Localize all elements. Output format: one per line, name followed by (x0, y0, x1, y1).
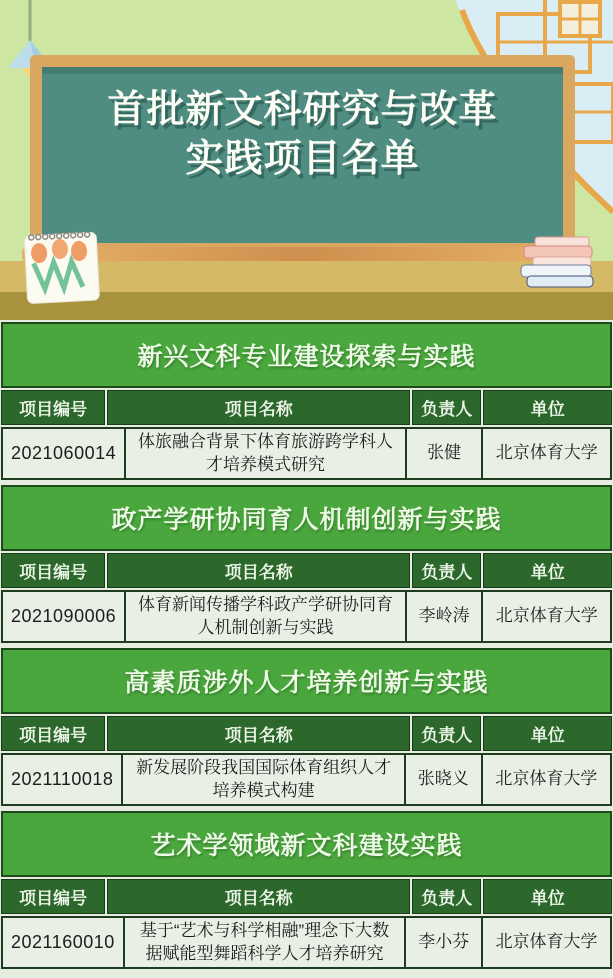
table-row (1, 590, 612, 643)
page-title-line2: 实践项目名单 (185, 138, 420, 181)
cell-project-name: 基于“艺术与科学相融”理念下大数据赋能型舞蹈科学人才培养研究 (125, 918, 405, 967)
table-header-row (1, 553, 612, 588)
column-header-project-id: 项目编号 (1, 390, 105, 425)
section-card-3 (1, 648, 612, 806)
cell-project-name: 体育新闻传播学科政产学研协同育人机制创新与实践 (126, 592, 405, 641)
cell-project-id: 2021060014 (3, 429, 124, 478)
column-header-leader: 负责人 (412, 716, 481, 751)
column-header-project-id: 项目编号 (1, 553, 105, 588)
table-row (1, 753, 612, 806)
section-card-2 (1, 485, 612, 643)
cell-project-id: 2021090006 (3, 592, 124, 641)
column-header-project-name: 项目名称 (107, 553, 410, 588)
section-card-4 (1, 811, 612, 969)
table-header-row (1, 390, 612, 425)
cell-unit: 北京体育大学 (483, 429, 610, 478)
cell-project-name: 体旅融合背景下体育旅游跨学科人才培养模式研究 (126, 429, 405, 478)
chalk-ledge (22, 247, 583, 263)
column-header-leader: 负责人 (412, 879, 481, 914)
cell-unit: 北京体育大学 (483, 592, 610, 641)
column-header-leader: 负责人 (412, 553, 481, 588)
header-illustration (0, 0, 613, 320)
page-title-line1: 首批新文科研究与改革 (107, 89, 498, 131)
page-title (40, 86, 565, 185)
cell-leader: 李小芬 (406, 918, 481, 967)
table-header-row (1, 879, 612, 914)
cell-project-id: 2021160010 (3, 918, 123, 967)
column-header-unit: 单位 (483, 553, 612, 588)
section-title: 高素质涉外人才培养创新与实践 (1, 648, 612, 714)
project-list (0, 320, 613, 969)
section-card-1 (1, 322, 612, 480)
cell-leader: 张健 (407, 429, 482, 478)
column-header-unit: 单位 (483, 879, 612, 914)
cell-leader: 李岭涛 (407, 592, 482, 641)
section-title: 新兴文科专业建设探索与实践 (1, 322, 612, 388)
column-header-project-name: 项目名称 (107, 716, 410, 751)
column-header-unit: 单位 (483, 716, 612, 751)
calendar-icon (24, 232, 99, 304)
column-header-leader: 负责人 (412, 390, 481, 425)
table-header-row (1, 716, 612, 751)
cell-project-id: 2021110018 (3, 755, 121, 804)
table-row (1, 916, 612, 969)
cell-leader: 张晓义 (406, 755, 481, 804)
cell-unit: 北京体育大学 (483, 918, 610, 967)
cell-project-name: 新发展阶段我国国际体育组织人才培养模式构建 (123, 755, 403, 804)
table-row (1, 427, 612, 480)
column-header-project-name: 项目名称 (107, 390, 410, 425)
section-title: 政产学研协同育人机制创新与实践 (1, 485, 612, 551)
column-header-project-id: 项目编号 (1, 716, 105, 751)
column-header-unit: 单位 (483, 390, 612, 425)
section-title: 艺术学领域新文科建设实践 (1, 811, 612, 877)
cell-unit: 北京体育大学 (483, 755, 610, 804)
column-header-project-id: 项目编号 (1, 879, 105, 914)
column-header-project-name: 项目名称 (107, 879, 410, 914)
